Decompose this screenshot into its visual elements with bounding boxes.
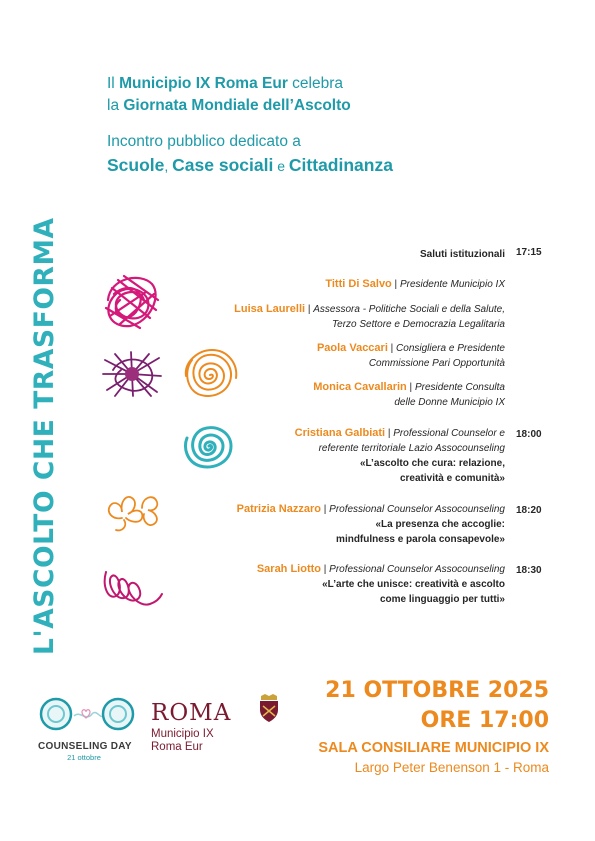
header: [107, 73, 393, 178]
speaker-item: Cristiana Galbiati | Professional Counselor e referente territoriale Lazio Assocounseling «L’ascolto che cura: relazione, creatività e comunità»: [294, 427, 505, 484]
roma-logo-subtitle: Municipio IX Roma Eur: [151, 728, 214, 753]
greetings-label: Saluti istituzionali: [419, 249, 505, 260]
header-line-3: Incontro pubblico dedicato a: [107, 133, 301, 150]
event-date: 21 OTTOBRE 2025: [325, 678, 549, 703]
teal-spiral-icon: [178, 418, 240, 474]
header-line-4: Scuole, Case sociali e Cittadinanza: [107, 155, 393, 175]
speaker-item: Sarah Liotto | Professional Counselor Assocounseling «L’arte che unisce: creatività e ascolto come linguaggio per tutti»: [256, 563, 505, 605]
greetings-time: 17:15: [516, 247, 542, 258]
roma-coat-of-arms-icon: [258, 694, 280, 722]
speaker-item: Patrizia Nazzaro | Professional Counselor Assocounseling «La presenza che accoglie: mindfulness e parola consapevole»: [236, 503, 505, 545]
purple-scribble-icon: [101, 350, 163, 398]
magenta-loops-doodle-icon: [100, 558, 164, 616]
header-line-2: la Giornata Mondiale dell’Ascolto: [107, 97, 351, 114]
event-time: ORE 17:00: [420, 708, 549, 733]
header-line-1: Il Municipio IX Roma Eur celebra: [107, 75, 344, 92]
speaker-item: Paola Vaccari | Consigliera e Presidente Commissione Pari Opportunità: [316, 342, 505, 369]
counseling-day-text: COUNSELING DAY: [38, 741, 132, 752]
speaker-item: Titti Di Salvo | Presidente Municipio IX: [325, 278, 505, 290]
roma-logo-text: ROMA: [151, 700, 232, 726]
speaker-time: 18:30: [516, 565, 542, 576]
event-address: Largo Peter Benenson 1 - Roma: [354, 760, 549, 775]
speaker-item: Luisa Laurelli | Assessora - Politiche Sociali e della Salute, Terzo Settore e Democrazia Legalitaria: [234, 303, 505, 330]
speaker-time: 18:20: [516, 505, 542, 516]
event-venue: SALA CONSILIARE MUNICIPIO IX: [318, 740, 549, 756]
vertical-title: L'ASCOLTO CHE TRASFORMA: [29, 217, 60, 655]
counseling-day-emblem-icon: [38, 696, 138, 734]
speaker-item: Monica Cavallarin | Presidente Consulta delle Donne Municipio IX: [313, 381, 505, 408]
counseling-day-logo: [38, 696, 138, 762]
orange-spiral-icon: [180, 346, 240, 404]
magenta-scribble-icon: [100, 270, 164, 332]
speaker-time: 18:00: [516, 429, 542, 440]
orange-flower-doodle-icon: [102, 490, 164, 534]
counseling-day-date: 21 ottobre: [67, 753, 101, 762]
